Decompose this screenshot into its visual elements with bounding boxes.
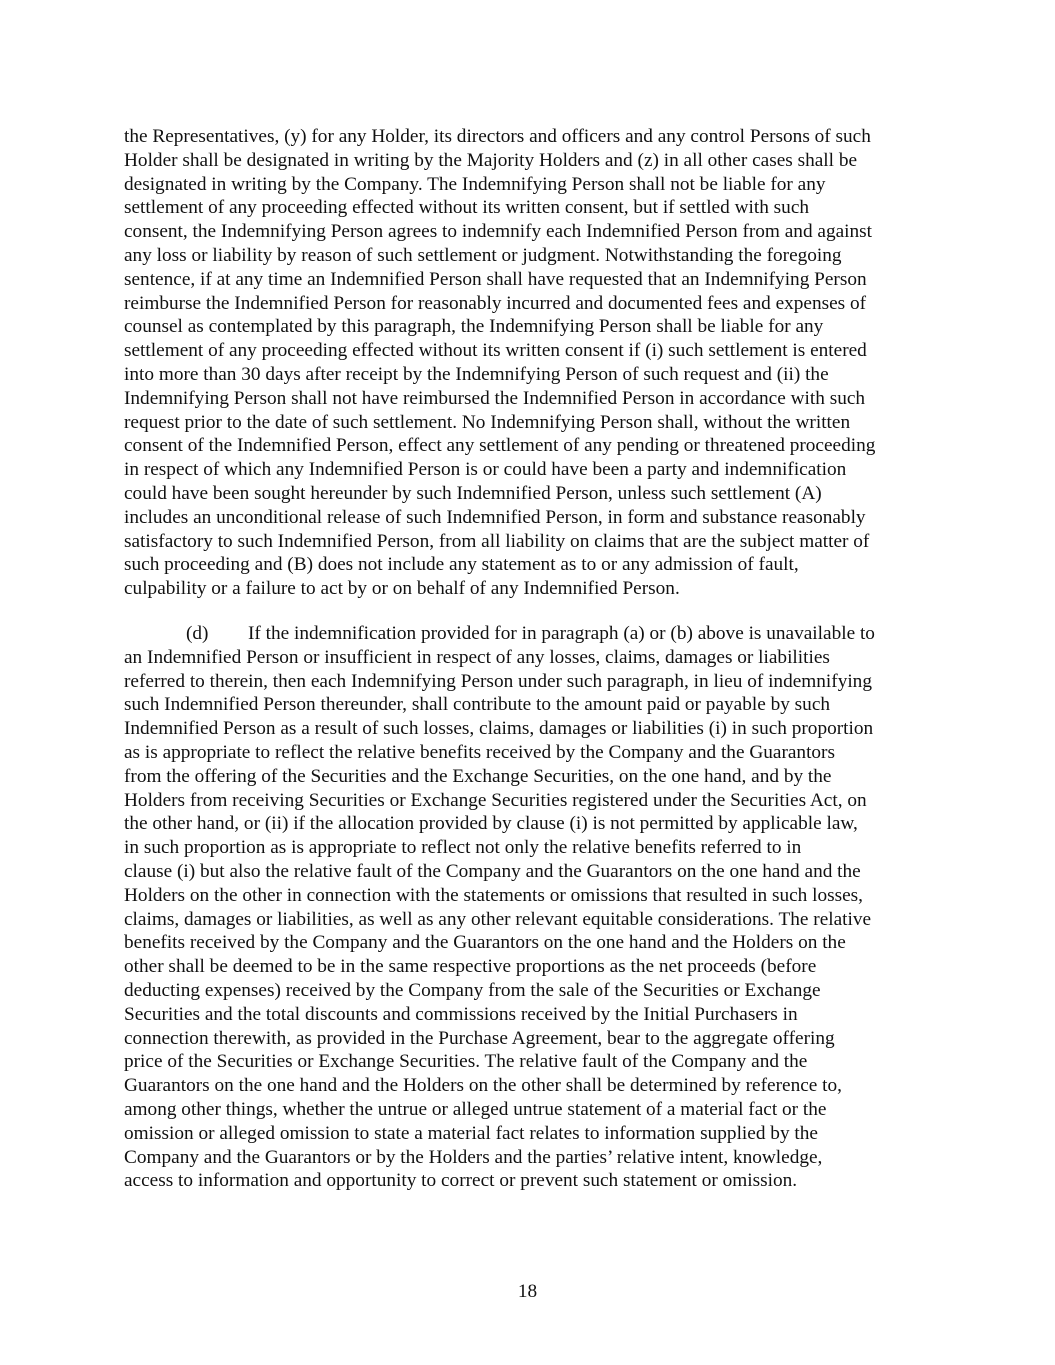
paragraph-line: reimburse the Indemnified Person for reasonably incurred and documented fees and expenses of — [124, 292, 867, 314]
paragraph-label: (d) — [186, 623, 209, 644]
page-number: 18 — [517, 1281, 538, 1302]
paragraph-line: claims, damages or liabilities, as well as any other relevant equitable considerations. The relative — [124, 908, 872, 930]
paragraph-first-line — [124, 622, 934, 646]
paragraph-line: settlement of any proceeding effected without its written consent if (i) such settlement is entered — [124, 340, 867, 362]
paragraph-line: could have been sought hereunder by such Indemnified Person, unless such settlement (A) — [124, 482, 822, 504]
paragraph-line: designated in writing by the Company. The Indemnifying Person shall not be liable for any — [124, 173, 826, 195]
paragraph-line: Company and the Guarantors or by the Holders and the parties’ relative intent, knowledge, — [124, 1146, 823, 1168]
paragraph-first-line-text: If the indemnification provided for in paragraph (a) or (b) above is unavailable to — [248, 623, 875, 644]
paragraph-line: Guarantors on the one hand and the Holders on the other shall be determined by reference to, — [124, 1075, 842, 1097]
paragraph-line: Indemnifying Person shall not have reimbursed the Indemnified Person in accordance with such — [124, 387, 866, 409]
paragraph-line: sentence, if at any time an Indemnified Person shall have requested that an Indemnifying Person — [124, 268, 867, 290]
paragraph-line: Holders from receiving Securities or Exchange Securities registered under the Securities Act, on — [124, 789, 867, 811]
paragraph-line: counsel as contemplated by this paragraph, the Indemnifying Person shall be liable for any — [124, 316, 824, 338]
paragraph-line: an Indemnified Person or insufficient in respect of any losses, claims, damages or liabilities — [124, 646, 830, 668]
paragraph-line: includes an unconditional release of such Indemnified Person, in form and substance reasonably — [124, 506, 866, 528]
paragraph-line: benefits received by the Company and the Guarantors on the one hand and the Holders on the — [124, 932, 846, 954]
paragraph-line: Indemnified Person as a result of such losses, claims, damages or liabilities (i) in such proportion — [124, 718, 874, 740]
paragraph-line: into more than 30 days after receipt by the Indemnifying Person of such request and (ii) the — [124, 363, 829, 385]
paragraph-d — [124, 622, 934, 1193]
paragraph-line: culpability or a failure to act by or on behalf of any Indemnified Person. — [124, 578, 680, 600]
paragraph-line: Holder shall be designated in writing by the Majority Holders and (z) in all other cases shall be — [124, 149, 858, 171]
paragraph-line: connection therewith, as provided in the Purchase Agreement, bear to the aggregate offering — [124, 1027, 835, 1049]
paragraph-continuation — [124, 125, 934, 601]
paragraph-line: such Indemnified Person thereunder, shall contribute to the amount paid or payable by such — [124, 694, 831, 716]
paragraph-line: the Representatives, (y) for any Holder, its directors and officers and any control Persons of such — [124, 126, 871, 147]
paragraph-line: consent, the Indemnifying Person agrees to indemnify each Indemnified Person from and against — [124, 221, 873, 243]
paragraph-line: price of the Securities or Exchange Securities. The relative fault of the Company and the — [124, 1051, 808, 1073]
paragraph-line: Securities and the total discounts and commissions received by the Initial Purchasers in — [124, 1003, 798, 1025]
paragraph-line: request prior to the date of such settlement. No Indemnifying Person shall, without the written — [124, 411, 851, 433]
paragraph-line: referred to therein, then each Indemnifying Person under such paragraph, in lieu of indemnifying — [124, 670, 872, 692]
paragraph-line: omission or alleged omission to state a material fact relates to information supplied by the — [124, 1122, 818, 1144]
paragraph-line: from the offering of the Securities and the Exchange Securities, on the one hand, and by the — [124, 765, 832, 787]
paragraph-line: clause (i) but also the relative fault of the Company and the Guarantors on the one hand and the — [124, 860, 861, 882]
paragraph-line: Holders on the other in connection with the statements or omissions that resulted in such losses, — [124, 884, 863, 906]
paragraph-line: any loss or liability by reason of such settlement or judgment. Notwithstanding the foregoing — [124, 244, 842, 266]
paragraph-line: consent of the Indemnified Person, effect any settlement of any pending or threatened proceeding — [124, 435, 876, 457]
paragraph-line: as is appropriate to reflect the relative benefits received by the Company and the Guarantors — [124, 741, 835, 763]
paragraph-line: satisfactory to such Indemnified Person, from all liability on claims that are the subject matter of — [124, 530, 870, 552]
paragraph-line: access to information and opportunity to correct or prevent such statement or omission. — [124, 1170, 798, 1192]
paragraph-line: other shall be deemed to be in the same respective proportions as the net proceeds (before — [124, 956, 817, 978]
paragraph-line: in respect of which any Indemnified Person is or could have been a party and indemnification — [124, 459, 847, 481]
paragraph-line: in such proportion as is appropriate to reflect not only the relative benefits referred to in — [124, 837, 802, 859]
paragraph-line: deducting expenses) received by the Company from the sale of the Securities or Exchange — [124, 979, 821, 1001]
paragraph-line: settlement of any proceeding effected without its written consent, but if settled with such — [124, 197, 810, 219]
paragraph-line: among other things, whether the untrue or alleged untrue statement of a material fact or the — [124, 1098, 827, 1120]
paragraph-line: such proceeding and (B) does not include any statement as to or any admission of fault, — [124, 554, 799, 576]
paragraph-line: the other hand, or (ii) if the allocation provided by clause (i) is not permitted by applicable law, — [124, 813, 858, 835]
